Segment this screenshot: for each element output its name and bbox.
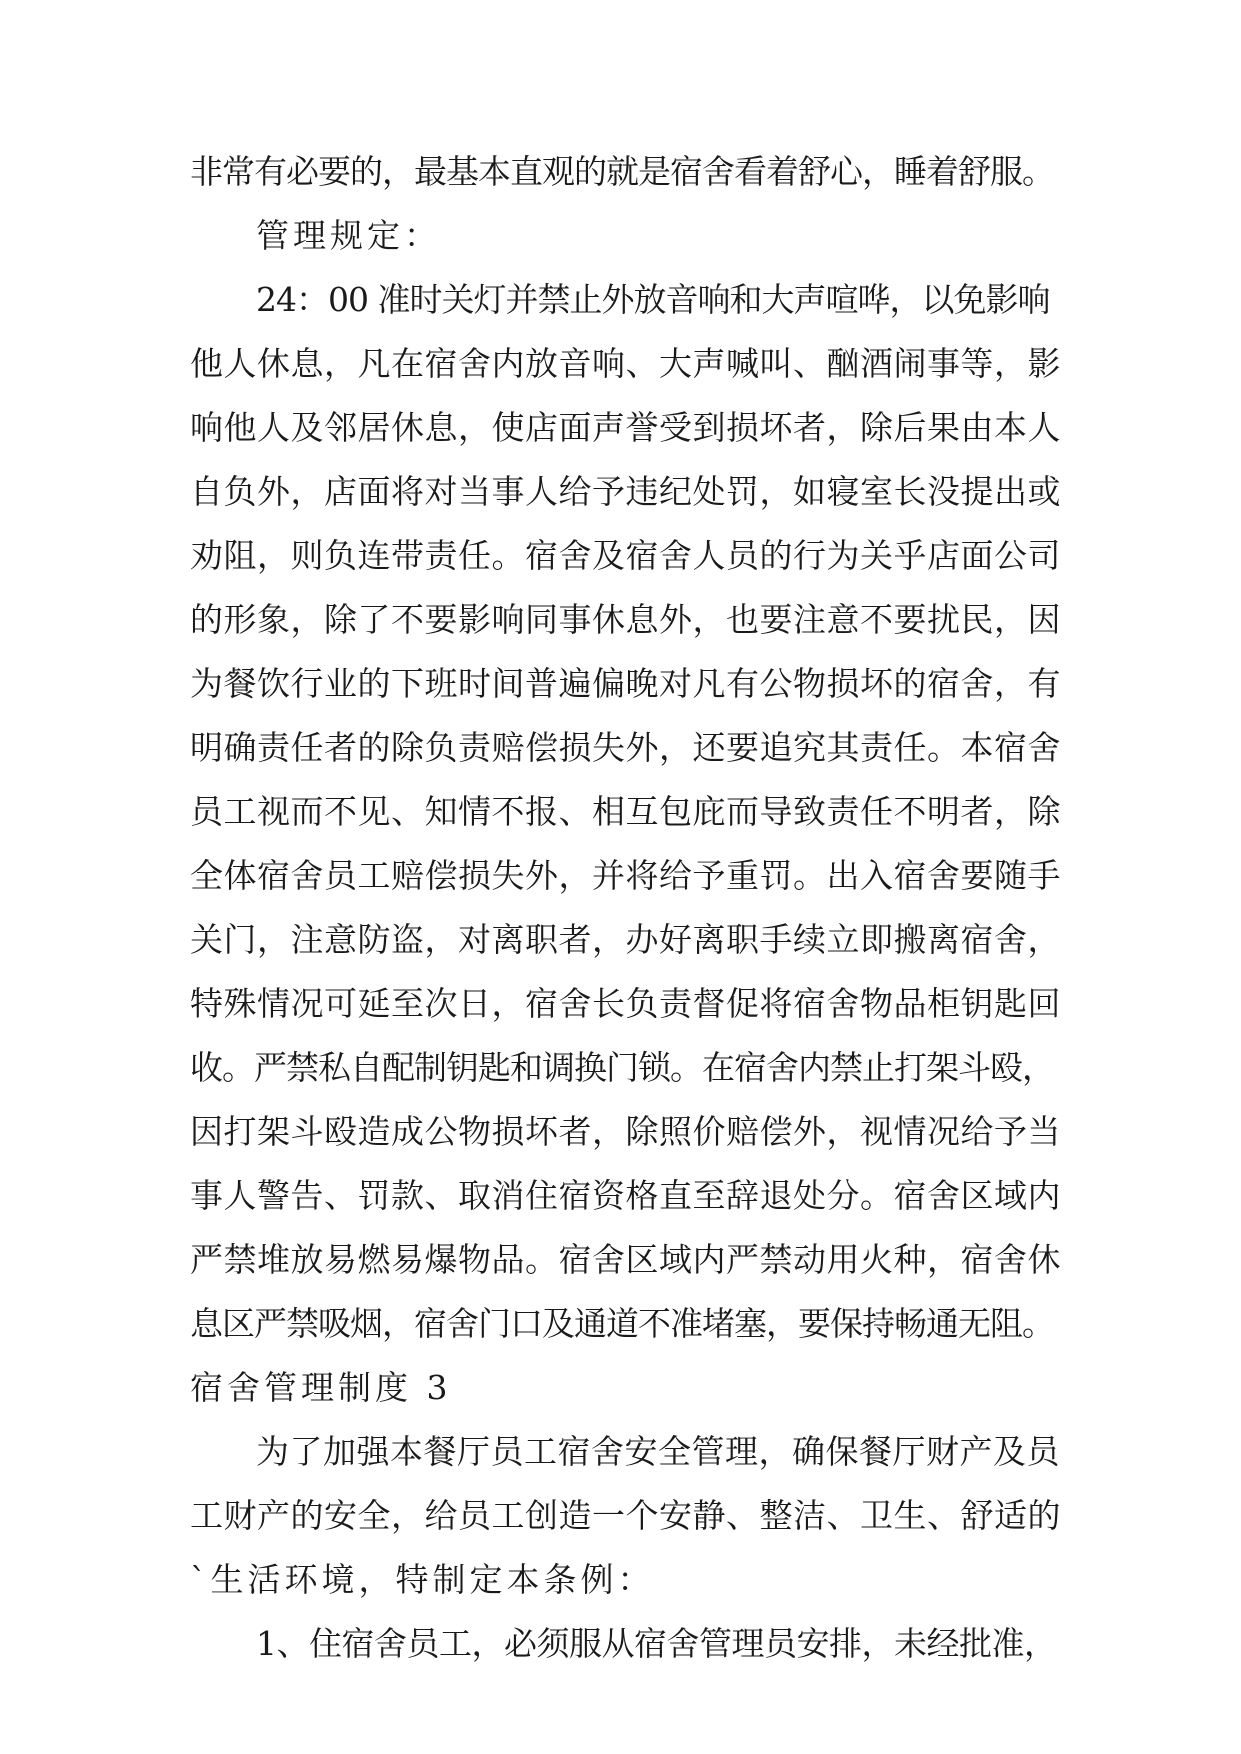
section-title: 宿舍管理制度 3 — [190, 1368, 452, 1407]
section-heading: 管理规定： — [256, 216, 441, 255]
text-line: 劝阻，则负连带责任。宿舍及宿舍人员的行为关乎店面公司 — [190, 536, 1061, 575]
text-line: 为餐饮行业的下班时间普遍偏晚对凡有公物损坏的宿舍，有 — [190, 664, 1061, 703]
text-line: 特殊情况可延至次日，宿舍长负责督促将宿舍物品柜钥匙回 — [190, 984, 1061, 1023]
text-line: `生活环境，特制定本条例： — [190, 1560, 655, 1599]
text-line: 非常有必要的，最基本直观的就是宿舍看着舒心，睡着舒服。 — [190, 152, 1054, 191]
text-line: 的形象，除了不要影响同事休息外，也要注意不要扰民，因 — [190, 600, 1061, 639]
text-line: 事人警告、罚款、取消住宿资格直至辞退处分。宿舍区域内 — [190, 1176, 1061, 1215]
text-line: 工财产的安全，给员工创造一个安静、整洁、卫生、舒适的 — [190, 1496, 1061, 1535]
text-line: 关门，注意防盗，对离职者，办好离职手续立即搬离宿舍， — [190, 920, 1061, 959]
text-line: 因打架斗殴造成公物损坏者，除照价赔偿外，视情况给予当 — [190, 1112, 1061, 1151]
text-line: 24：00 准时关灯并禁止外放音响和大声喧哗，以免影响 — [256, 280, 1050, 319]
text-line: 全体宿舍员工赔偿损失外，并将给予重罚。出入宿舍要随手 — [190, 856, 1061, 895]
text-line: 员工视而不见、知情不报、相互包庇而导致责任不明者，除 — [190, 792, 1061, 831]
text-line: 为了加强本餐厅员工宿舍安全管理，确保餐厅财产及员 — [256, 1432, 1060, 1471]
text-line: 收。严禁私自配制钥匙和调换门锁。在宿舍内禁止打架斗殴， — [190, 1048, 1054, 1087]
text-line: 明确责任者的除负责赔偿损失外，还要追究其责任。本宿舍 — [190, 728, 1061, 767]
text-line: 自负外，店面将对当事人给予违纪处罚，如寝室长没提出或 — [190, 472, 1061, 511]
text-line: 1、住宿舍员工，必须服从宿舍管理员安排，未经批准， — [256, 1624, 1057, 1663]
text-line: 响他人及邻居休息，使店面声誉受到损坏者，除后果由本人 — [190, 408, 1061, 447]
text-line: 息区严禁吸烟，宿舍门口及通道不准堵塞，要保持畅通无阻。 — [190, 1304, 1054, 1343]
text-line: 他人休息，凡在宿舍内放音响、大声喊叫、酗酒闹事等，影 — [190, 344, 1061, 383]
text-line: 严禁堆放易燃易爆物品。宿舍区域内严禁动用火种，宿舍休 — [190, 1240, 1061, 1279]
